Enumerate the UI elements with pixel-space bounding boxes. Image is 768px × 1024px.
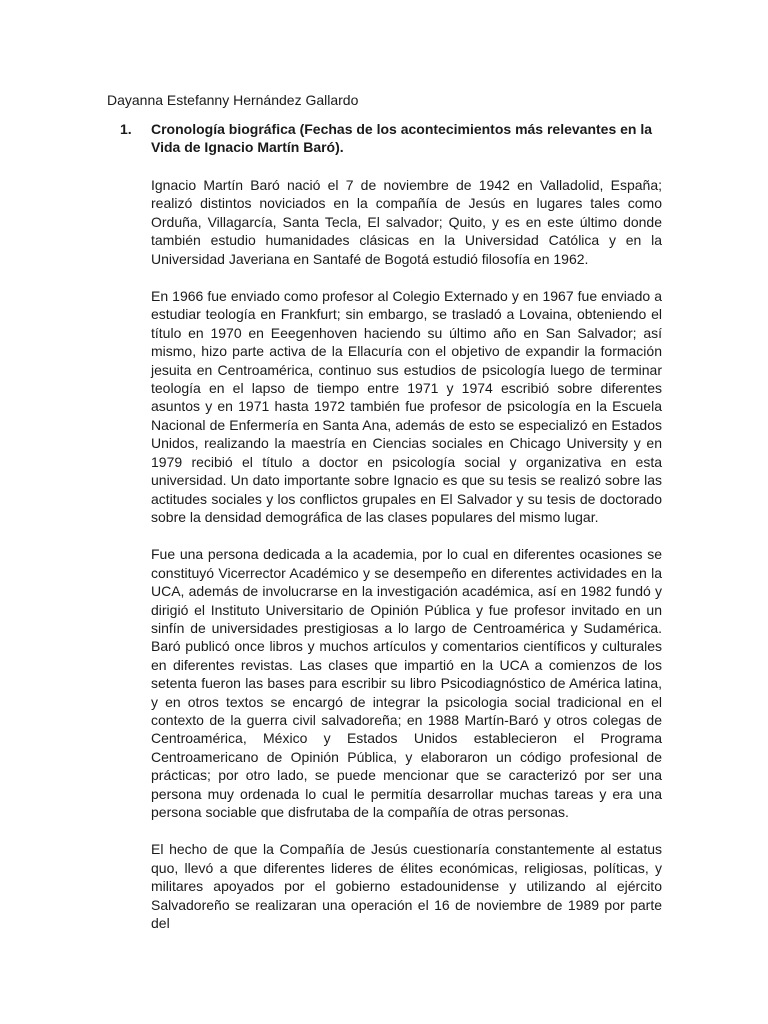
section-heading: [120, 120, 662, 156]
document-body: [151, 176, 662, 951]
paragraph: Ignacio Martín Baró nació el 7 de noviembre de 1942 en Valladolid, España; realizó distintos noviciados en la compañía de Jesús en lugares tales como Orduña, Villagarcía, Santa Tecla, El salvador; Quito, y es en este último donde también estudio humanidades clásicas en la Universidad Católica y en la Universidad Javeriana en Santafé de Bogotá estudió filosofía en 1962.: [151, 177, 662, 267]
paragraph: El hecho de que la Compañía de Jesús cuestionaría constantemente al estatus quo, llevó a que diferentes lideres de élites económicas, religiosas, políticas, y militares apoyados por el gobierno estadounidense y utilizando al ejército Salvadoreño se realizaran una operación el 16 de noviembre de 1989 por parte del: [151, 841, 662, 932]
section-title: Cronología biográfica (Fechas de los acontecimientos más relevantes en la Vida de Ignacio Martín Baró).: [151, 121, 653, 155]
paragraph: En 1966 fue enviado como profesor al Colegio Externado y en 1967 fue enviado a estudiar teología en Frankfurt; sin embargo, se trasladó a Lovaina, obteniendo el título en 1970 en Eeegenhoven haciendo su último año en San Salvador; así mismo, hizo parte activa de la Ellacuría con el objetivo de expandir la formación jesuita en Centroamérica, continuo sus estudios de psicología luego de terminar teología en el lapso de tiempo entre 1971 y 1974 escribió sobre diferentes asuntos y en 1971 hasta 1972 también fue profesor de psicología en la Escuela Nacional de Enfermería en Santa Ana, además de esto se especializó en Estados Unidos, realizando la maestría en Ciencias sociales en Chicago University y en 1979 recibió el título a doctor en psicología social y organizativa en esta universidad. Un dato importante sobre Ignacio es que su tesis se realizó sobre las actitudes sociales y los conflictos grupales en El Salvador y su tesis de doctorado sobre la densidad demográfica de las clases populares del mismo lugar.: [151, 288, 662, 525]
section-number: 1.: [120, 121, 132, 137]
author-name: Dayanna Estefanny Hernández Gallardo: [107, 92, 359, 108]
paragraph: Fue una persona dedicada a la academia, por lo cual en diferentes ocasiones se constituyó Vicerrector Académico y se desempeño en diferentes actividades en la UCA, además de involucrarse en la investigación académica, así en 1982 fundó y dirigió el Instituto Universitario de Opinión Pública y fue profesor invitado en un sinfín de universidades prestigiosas a lo largo de Centroamérica y Sudamérica. Baró publicó once libros y muchos artículos y comentarios científicos y culturales en diferentes revistas. Las clases que impartió en la UCA a comienzos de los setenta fueron las bases para escribir su libro Psicodiagnóstico de América latina, y en otros textos se encargó de integrar la psicologia social tradicional en el contexto de la guerra civil salvadoreña; en 1988 Martín-Baró y otros colegas de Centroamérica, México y Estados Unidos establecieron el Programa Centroamericano de Opinión Pública, y elaboraron un código profesional de prácticas; por otro lado, se puede mencionar que se caracterizó por ser una persona muy ordenada lo cual le permitía desarrollar muchas tareas y era una persona sociable que disfrutaba de la compañía de otras personas.: [151, 546, 662, 820]
